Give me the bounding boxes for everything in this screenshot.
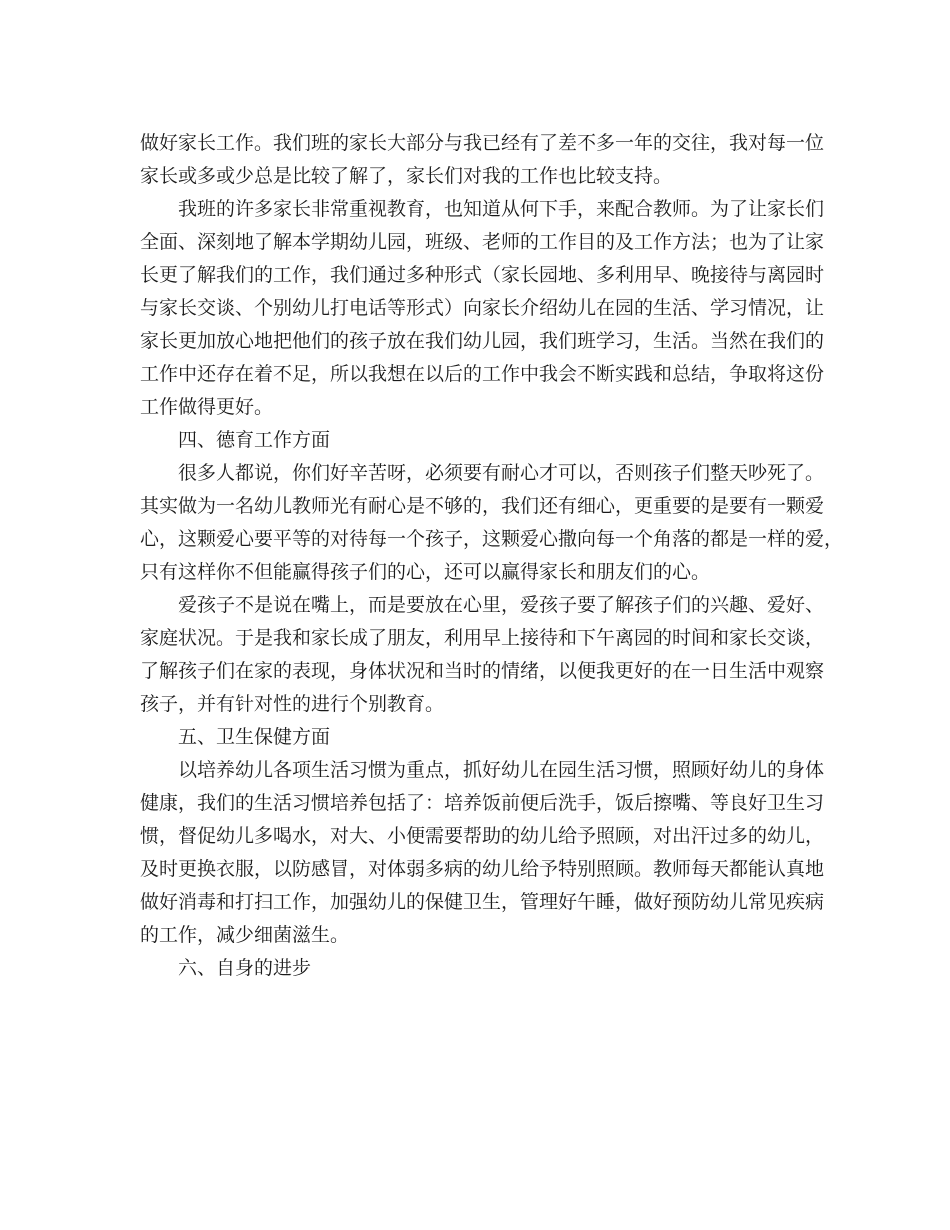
document-body [140,127,844,985]
document-text-line: 其实做为一名幼儿教师光有耐心是不够的，我们还有细心，更重要的是要有一颗爱 [140,495,825,517]
document-text-line: 工作中还存在着不足，所以我想在以后的工作中我会不断实践和总结，争取将这份 [140,363,825,385]
document-text-line: 以培养幼儿各项生活习惯为重点，抓好幼儿在园生活习惯，照顾好幼儿的身体 [178,759,825,781]
document-text-line: 健康，我们的生活习惯培养包括了：培养饭前便后洗手，饭后擦嘴、等良好卫生习 [140,792,825,814]
document-text-line: 只有这样你不但能赢得孩子们的心，还可以赢得家长和朋友们的心。 [140,561,711,583]
document-text-line: 及时更换衣服，以防感冒，对体弱多病的幼儿给予特别照顾。教师每天都能认真地 [140,858,825,880]
document-text-line: 很多人都说，你们好辛苦呀，必须要有耐心才可以，否则孩子们整天吵死了。 [178,462,825,484]
document-text-line: 做好家长工作。我们班的家长大部分与我已经有了差不多一年的交往，我对每一位 [140,132,825,154]
document-text-line: 家庭状况。于是我和家长成了朋友，利用早上接待和下午离园的时间和家长交谈， [140,627,825,649]
document-text-line: 心，这颗爱心要平等的对待每一个孩子，这颗爱心撒向每一个角落的都是一样的爱， [140,528,844,550]
document-text-line: 做好消毒和打扫工作，加强幼儿的保健卫生，管理好午睡，做好预防幼儿常见疾病 [140,891,825,913]
document-text-line: 全面、深刻地了解本学期幼儿园，班级、老师的工作目的及工作方法；也为了让家 [140,231,825,253]
document-text-line: 惯，督促幼儿多喝水，对大、小便需要帮助的幼儿给予照顾，对出汗过多的幼儿， [140,825,825,847]
document-text-line: 孩子，并有针对性的进行个别教育。 [140,693,445,715]
document-text-line: 家长或多或少总是比较了解了，家长们对我的工作也比较支持。 [140,165,673,187]
document-text-line: 六、自身的进步 [178,957,312,979]
document-text-line: 了解孩子们在家的表现，身体状况和当时的情绪，以便我更好的在一日生活中观察 [140,660,825,682]
document-text-line: 家长更加放心地把他们的孩子放在我们幼儿园，我们班学习，生活。当然在我们的 [140,330,825,352]
document-text-line: 爱孩子不是说在嘴上，而是要放在心里，爱孩子要了解孩子们的兴趣、爱好、 [178,594,825,616]
document-text-line: 的工作，减少细菌滋生。 [140,924,350,946]
document-text-line: 与家长交谈、个别幼儿打电话等形式）向家长介绍幼儿在园的生活、学习情况，让 [140,297,825,319]
document-text-line: 工作做得更好。 [140,396,274,418]
document-text-line: 我班的许多家长非常重视教育，也知道从何下手，来配合教师。为了让家长们 [178,198,825,220]
document-text-line: 四、德育工作方面 [178,429,331,451]
document-text-line: 长更了解我们的工作，我们通过多种形式（家长园地、多利用早、晚接待与离园时 [140,264,825,286]
document-text-line: 五、卫生保健方面 [178,726,331,748]
